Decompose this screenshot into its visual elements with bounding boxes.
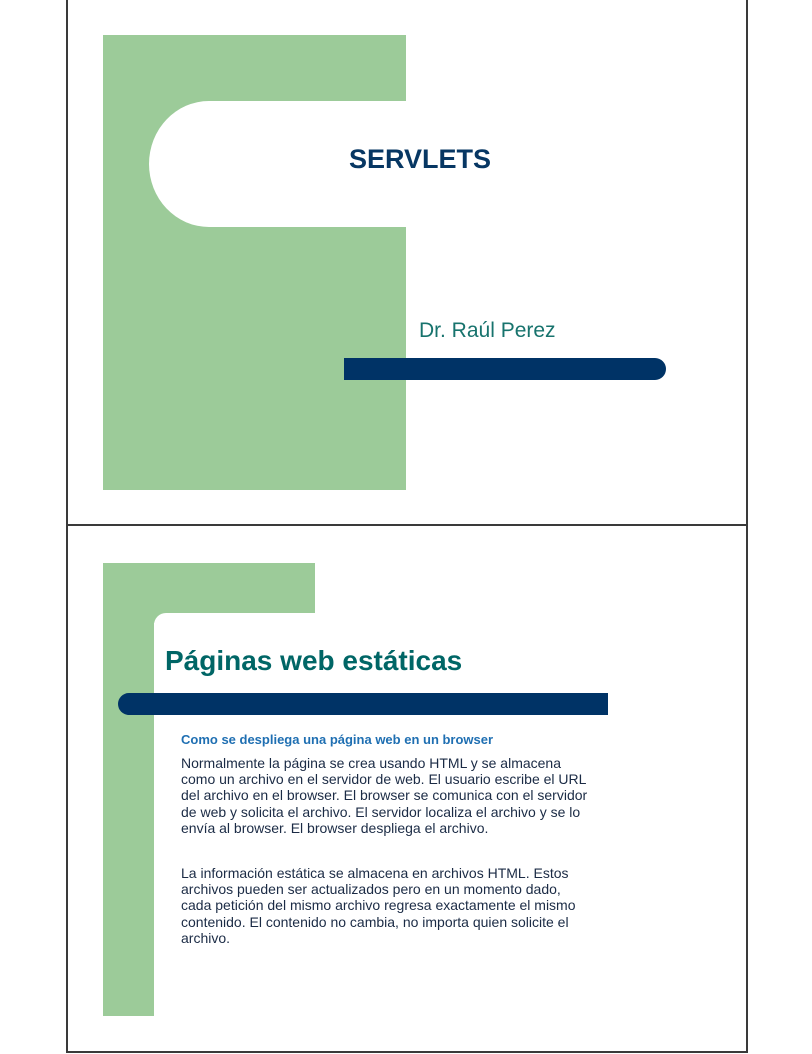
decorative-white-cutout (154, 613, 324, 633)
decorative-navy-bar (118, 693, 608, 715)
paragraph-2 (181, 865, 651, 946)
slide-title: SERVLETS (348, 144, 492, 174)
decorative-green-block-side (103, 563, 154, 1016)
paragraph-line: cada petición del mismo archivo regresa exactamente el mismo (181, 897, 576, 914)
decorative-navy-bar (344, 358, 666, 380)
paragraph-line: archivo. (181, 929, 231, 946)
slide-title: Páginas web estáticas (165, 645, 463, 676)
paragraph-line: de web y solicita el archivo. El servidor localiza el archivo y se lo (181, 803, 581, 820)
paragraph-line: archivos pueden ser actualizados pero en un momento dado, (181, 881, 561, 898)
paragraph-line: contenido. El contenido no cambia, no importa quien solicite el (181, 913, 569, 930)
paragraph-line: Normalmente la página se crea usando HTML y se almacena (181, 755, 562, 771)
paragraph-line: como un archivo en el servidor de web. El usuario escribe el URL (181, 771, 587, 788)
paragraph-1 (181, 755, 651, 836)
slide-divider (66, 524, 746, 526)
slide-subtitle-author: Dr. Raúl Perez (419, 319, 556, 342)
paragraph-line: envía al browser. El browser despliega el archivo. (181, 819, 489, 836)
section-heading: Como se despliega una página web en un browser (181, 732, 494, 747)
paragraph-line: La información estática se almacena en archivos HTML. Estos (181, 865, 569, 881)
paragraph-line: del archivo en el browser. El browser se comunica con el servidor (181, 787, 588, 804)
